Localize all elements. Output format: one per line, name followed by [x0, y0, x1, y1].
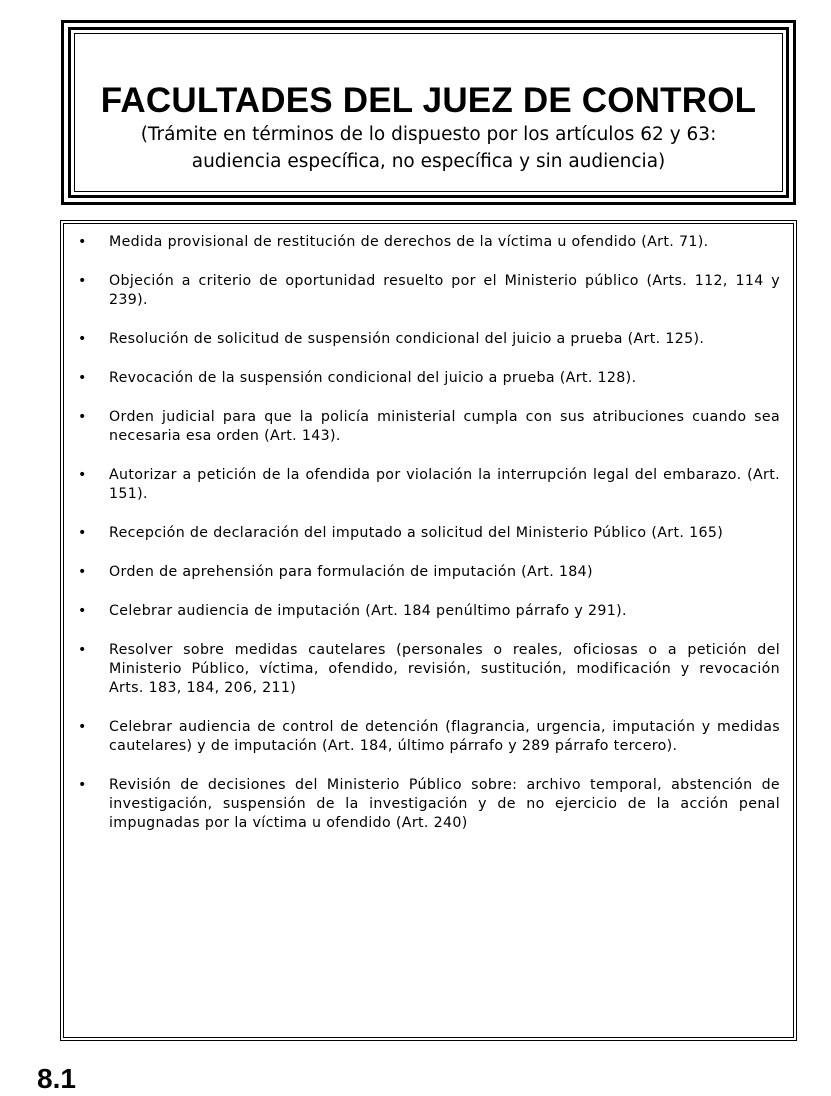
list-item: [76, 563, 780, 582]
bullet-icon: •: [78, 564, 87, 580]
list-item-text: Resolución de solicitud de suspensión condicional del juicio a prueba (Art. 125).: [109, 331, 705, 347]
content-box: [60, 220, 797, 1041]
list-item: [76, 272, 780, 310]
content-frame: [63, 223, 794, 1038]
list-item-text: Revisión de decisiones del Ministerio Público sobre: archivo temporal, abstención de investigación, suspensión de la investigación y de no ejercicio de la acción penal impugnadas por la víctima u ofendido (Art. 240): [109, 777, 780, 831]
bullet-icon: •: [78, 467, 87, 483]
list-item: [76, 524, 780, 543]
bullet-icon: •: [78, 777, 87, 793]
list-item-text: Revocación de la suspensión condicional del juicio a prueba (Art. 128).: [109, 370, 637, 386]
list-item-text: Objeción a criterio de oportunidad resuelto por el Ministerio público (Arts. 112, 114 y 239).: [109, 273, 780, 308]
bullet-icon: •: [78, 273, 87, 289]
list-item: [76, 718, 780, 756]
list-item: [76, 641, 780, 698]
list-item-text: Medida provisional de restitución de derechos de la víctima u ofendido (Art. 71).: [109, 234, 709, 250]
list-item: [76, 776, 780, 833]
page-title: FACULTADES DEL JUEZ DE CONTROL: [100, 81, 757, 120]
faculties-list: [76, 233, 780, 833]
list-item-text: Orden judicial para que la policía ministerial cumpla con sus atribuciones cuando sea necesaria esa orden (Art. 143).: [109, 409, 780, 444]
page-number: 8.1: [37, 1063, 76, 1094]
page-subtitle: (Trámite en términos de lo dispuesto por los artículos 62 y 63: audiencia específica, no específica y sin audiencia): [140, 124, 717, 172]
bullet-icon: •: [78, 719, 87, 735]
list-item: [76, 602, 780, 621]
bullet-icon: •: [78, 234, 87, 250]
title-box: [61, 20, 796, 205]
bullet-icon: •: [78, 409, 87, 425]
title-frame: [68, 27, 789, 198]
list-item-text: Orden de aprehensión para formulación de imputación (Art. 184): [109, 564, 593, 580]
list-item-text: Resolver sobre medidas cautelares (personales o reales, oficiosas o a petición del Ministerio Público, víctima, ofendido, revisión, sustitución, modificación y revocación Arts. 183, 184, 206, 211): [109, 642, 780, 696]
title-content: [74, 33, 783, 192]
list-item: [76, 408, 780, 446]
list-item-text: Celebrar audiencia de control de detención (flagrancia, urgencia, imputación y medidas cautelares) y de imputación (Art. 184, último párrafo y 289 párrafo tercero).: [109, 719, 780, 754]
list-item-text: Recepción de declaración del imputado a solicitud del Ministerio Público (Art. 165): [109, 525, 724, 541]
list-item: [76, 369, 780, 388]
list-item: [76, 233, 780, 252]
list-item-text: Autorizar a petición de la ofendida por violación la interrupción legal del embarazo. (Art. 151).: [109, 467, 780, 502]
list-item: [76, 330, 780, 349]
list-item: [76, 466, 780, 504]
bullet-icon: •: [78, 642, 87, 658]
bullet-icon: •: [78, 331, 87, 347]
bullet-icon: •: [78, 603, 87, 619]
bullet-icon: •: [78, 370, 87, 386]
bullet-icon: •: [78, 525, 87, 541]
list-item-text: Celebrar audiencia de imputación (Art. 184 penúltimo párrafo y 291).: [109, 603, 627, 619]
